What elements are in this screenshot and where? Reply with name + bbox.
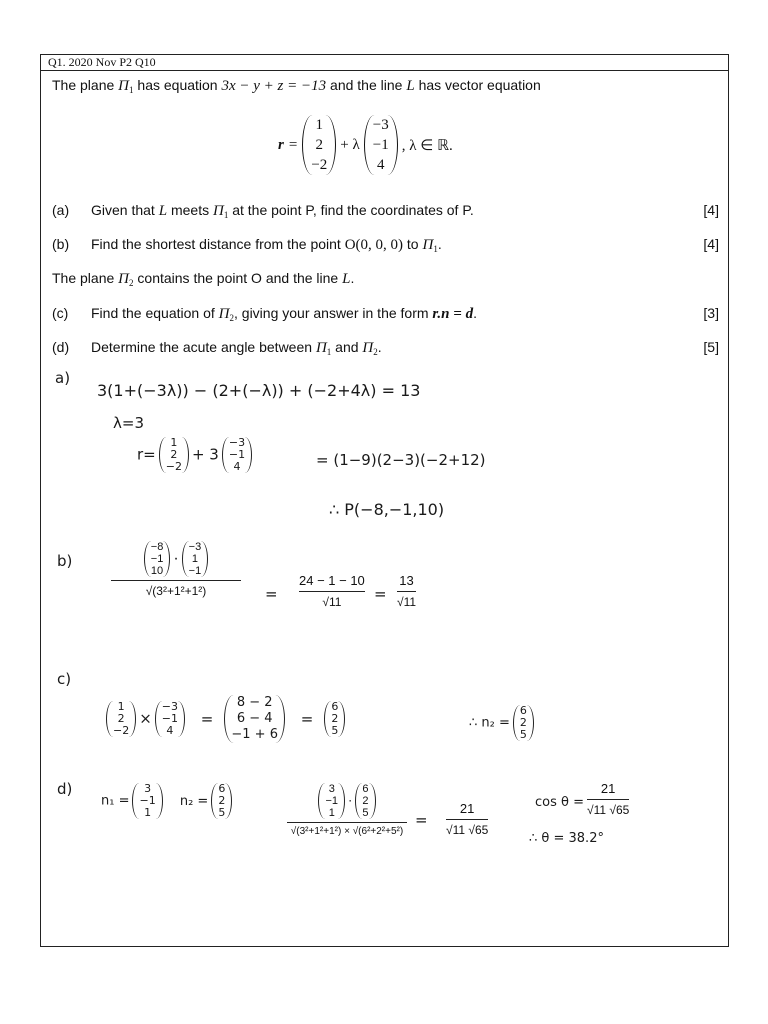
work-d-fraction: 3 −1 1 · 6 2 5 √(3²+1²+1²) × √(6²+2²+5²) bbox=[287, 783, 407, 837]
question-frame: Q1. 2020 Nov P2 Q10 The plane $\Pi_1$ has equation 3x − y + z = −13 and the line L has vector equation r = 1 2 −2 + λ −3 −1 4 , λ ∈ ℝ. (a) Given that L meets $\Pi_1$ at the point P, find the coordinates of P. [4] (b) Find the shortest distance from the point O(0, 0, 0) to $\Pi_1$. [4] The plane $\Pi_2$ contains the point O and the line L. (c) Find the equation of $\Pi_2$, giving your answer in the form r.n = d. [3] (d) Determine the acute angle between $\Pi_1$ and $\Pi_2$. [5] a) 3(1+(−3λ)) − (2+(−λ)) + (−2+4λ) = 13 λ=3 r= 1 2 −2 + 3 −3 −1 4 = (1−9)(2−3)(−2+12) ∴ P(−8,−1,10) b) −8 −1 10 · −3 1 −1 √(3²+1²+1²) = 24 − 1 − 10 √11 = 13 √11 c) 1 2 −2 × −3 −1 4 = 8 − 2 6 − 4 −1 + 6 = 6 2 5 ∴ n₂ = 6 2 5 d) n₁ = 3 −1 1 n₂ = 6 2 5 3 −1 1 · 6 2 5 √(3²+1²+1²) × √(6²+2²+5²) = 21 √11 √65 cos θ = 21 √11 √65 ∴ θ = 38.2° bbox=[40, 54, 729, 947]
work-d-label: d) bbox=[57, 780, 73, 798]
work-a-result: = (1−9)(2−3)(−2+12) bbox=[316, 451, 486, 469]
work-b-fraction-2: 24 − 1 − 10 √11 bbox=[299, 573, 365, 609]
work-d-normals: n₁ = 3 −1 1 n₂ = 6 2 5 bbox=[101, 783, 235, 819]
work-d-eq: = bbox=[415, 811, 428, 829]
marks-b: [4] bbox=[703, 236, 719, 252]
marks-d: [5] bbox=[703, 339, 719, 355]
work-d-fraction-2: 21 √11 √65 bbox=[446, 801, 489, 837]
intro-text-4: has vector equation bbox=[418, 77, 541, 93]
intro-text-3: and the line bbox=[330, 77, 403, 93]
work-d-cos: cos θ = bbox=[535, 795, 584, 810]
marks-a: [4] bbox=[703, 202, 719, 218]
position-vector: 1 2 −2 bbox=[302, 115, 336, 175]
intro-text-2: has equation bbox=[137, 77, 218, 93]
question-header: Q1. 2020 Nov P2 Q10 bbox=[41, 55, 728, 71]
work-d-cos-fraction: 21 √11 √65 bbox=[587, 781, 630, 817]
work-a-point: ∴ P(−8,−1,10) bbox=[329, 500, 445, 519]
plane-equation: 3x − y + z = −13 bbox=[221, 78, 327, 94]
work-d-theta: ∴ θ = 38.2° bbox=[529, 831, 604, 846]
plane2-statement: The plane $\Pi_2$ contains the point O and the line L. bbox=[52, 270, 355, 288]
plane-1: $\Pi_1$ bbox=[118, 78, 134, 95]
work-a-label: a) bbox=[55, 369, 71, 387]
work-c-cross: 1 2 −2 × −3 −1 4 = 8 − 2 6 − 4 −1 + 6 = 6 2 5 bbox=[103, 695, 348, 743]
work-c-label: c) bbox=[57, 670, 72, 688]
work-b-approx: = bbox=[374, 585, 387, 603]
work-b-label: b) bbox=[57, 552, 73, 570]
work-b-fraction: −8 −1 10 · −3 1 −1 √(3²+1²+1²) bbox=[111, 541, 241, 598]
work-b-fraction-3: 13 √11 bbox=[397, 573, 417, 609]
work-b-eq: = bbox=[265, 585, 278, 603]
work-a-line1: 3(1+(−3λ)) − (2+(−λ)) + (−2+4λ) = 13 bbox=[97, 381, 421, 400]
work-a-lambda: λ=3 bbox=[113, 414, 144, 432]
line-name: L bbox=[406, 78, 415, 94]
intro-line bbox=[52, 77, 541, 95]
work-c-n2: ∴ n₂ = 6 2 5 bbox=[469, 705, 537, 741]
marks-c: [3] bbox=[703, 305, 719, 321]
vector-equation: r = 1 2 −2 + λ −3 −1 4 , λ ∈ ℝ. bbox=[278, 117, 453, 173]
direction-vector: −3 −1 4 bbox=[364, 115, 398, 175]
intro-text: The plane bbox=[52, 77, 115, 93]
work-a-r: r= 1 2 −2 + 3 −3 −1 4 bbox=[137, 437, 255, 473]
